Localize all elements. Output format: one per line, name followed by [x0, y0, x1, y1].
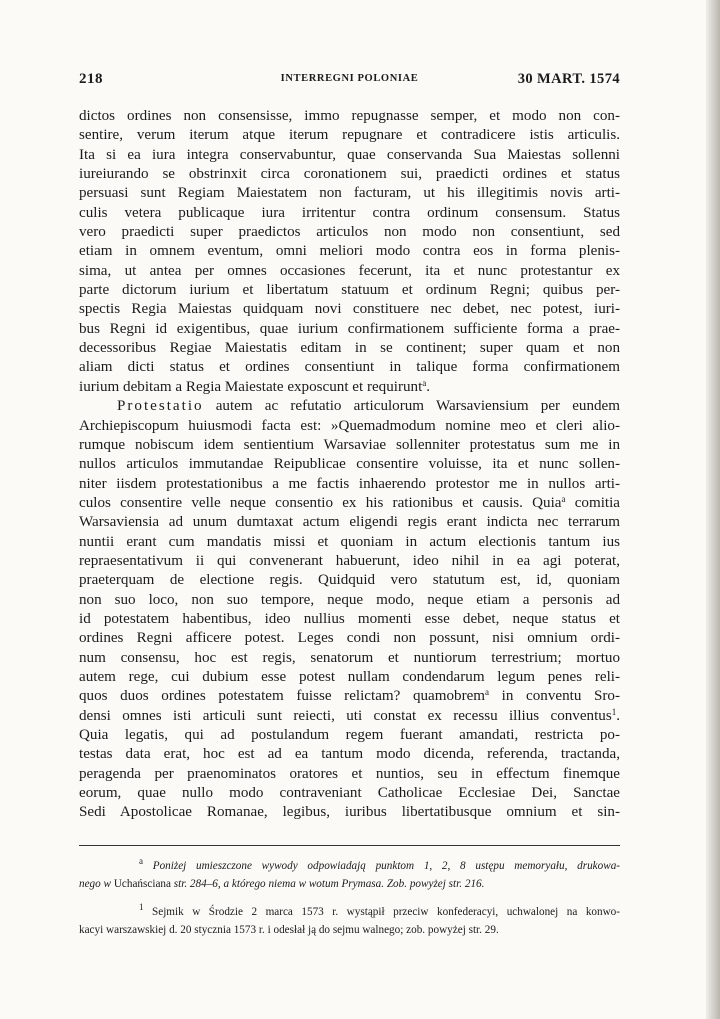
- text-line: Sedi Apostolicae Romanae, legibus, iuribus libertatibusque omnium et sin-: [79, 804, 620, 821]
- text-line: spectis Regia Maiestas quidquam novi constituere nec debet, nec potest, iuri-: [79, 301, 620, 318]
- text-line: autem rege, cui dubium esse potest nullam condendarum legum penes reli-: [79, 668, 620, 685]
- text-line: Ita si ea iura integra conservabuntur, quae conservanda Sua Maiestas sollenni: [79, 146, 620, 163]
- footnote-text: Sejmik w Środzie 2 marca 1573 r. wystąpił przeciw konfederacyi, uchwalonej na konwo-: [152, 906, 620, 918]
- footnote-mark: 1: [139, 903, 144, 912]
- text-line: nullos articulos immutandae Reipublicae consentire voluisse, ita et nunc sollen-: [79, 456, 620, 473]
- text-line: testas data erat, hoc est ad ea tantum modo dicenda, referenda, tractanda,: [79, 746, 620, 763]
- text-line: rumque nobiscum idem sentientium Warsaviae sollenniter protestatus sum me in: [79, 436, 620, 453]
- footnote-mark: a: [139, 857, 143, 866]
- text-line: sentire, verum iterum atque iterum repugnare et contradicere istis articulis.: [79, 127, 620, 144]
- page-number: 218: [79, 71, 103, 87]
- text-line: persuasi sunt Regiam Maiestatem non facturam, ut his illegitimis novis arti-: [79, 185, 620, 202]
- footnote-text: nego w: [79, 878, 114, 890]
- text-line: Quia legatis, qui ad postulandum regem fuerant amandati, restricta po-: [79, 727, 620, 743]
- main-text: [79, 107, 620, 823]
- text-span: quos duos ordines potestatem fuisse relictam? quamobrem: [79, 688, 486, 705]
- footnote-a-line: [79, 857, 620, 875]
- text-span: in conventu Sro-: [489, 688, 620, 705]
- text-span: densi omnes isti articuli sunt reiecti, uti constat ex recessu illius conventus: [79, 707, 612, 724]
- text-line: id potestatem habentibus, ideo nullius momenti esse debet, neque status et: [79, 610, 620, 627]
- text-line: vero praedicti super praedictos articulos non modo non consentiunt, sed: [79, 224, 620, 241]
- footnote-a-line: [79, 875, 620, 893]
- text-line: repraesentativum ii qui convenerant habuerunt, ideo nihil in ea agi poterat,: [79, 552, 620, 569]
- running-header: [79, 71, 620, 91]
- paragraph-1: [79, 107, 620, 397]
- running-title: INTERREGNI POLONIAE: [280, 73, 419, 84]
- text-line: [79, 687, 620, 706]
- footnote-ref: a: [485, 687, 490, 698]
- paragraph-protestatio: [79, 397, 620, 823]
- page-edge-shadow: [706, 0, 720, 1019]
- text-span: comitia: [565, 494, 620, 511]
- text-line: bus Regni id exigentibus, quae iurium confirmationem sufficiente forma a prae-: [79, 320, 620, 337]
- text-line: decessoribus Regiae Maiestatis editam in se continent; super quam et non: [79, 340, 620, 357]
- text-line: Warsaviensia ad unum dumtaxat actum eligendi regis erant indicta nec terrarum: [79, 514, 620, 531]
- footnote-separator: [79, 845, 620, 846]
- text-line: [79, 397, 620, 416]
- text-line: praeterquam de electione regis. Quidquid vero statutum est, id, quoniam: [79, 572, 620, 589]
- text-line: culis vetera publicaque iura irritentur contra ordinum consensum. Status: [79, 204, 620, 221]
- footnote-1-line: kacyi warszawskiej d. 20 stycznia 1573 r. i odesłał ją do sejmu walnego; zob. powyżej str. 29.: [79, 924, 499, 936]
- footnote-gap: [79, 893, 620, 903]
- header-date: 30 MART. 1574: [517, 71, 620, 87]
- text-span: iurium debitam a Regia Maiestate exposcunt et requirunt: [79, 378, 423, 395]
- text-span: culos consentire velle neque consentio ex his rationibus et causis. Quia: [79, 494, 562, 511]
- footnote-text: Uchańsciana: [113, 878, 171, 890]
- text-line: [79, 494, 620, 513]
- footnote-ref: a: [422, 377, 427, 388]
- footnote-text: Poniżej umieszczone wywody odpowiadają punktom 1, 2, 8 ustępu memoryału, drukowa-: [152, 860, 620, 872]
- text-line: parte dictorum iurium et libertatum statuum et ordinum Regni; quibus per-: [79, 282, 620, 299]
- text-line: dictos ordines non consensisse, immo repugnasse semper, et modo non con-: [79, 108, 620, 124]
- spaced-heading-word: Protestatio: [117, 398, 204, 415]
- text-line: nuntii erant cum mandatis missi et quoniam in actum electionis tantum ius: [79, 533, 620, 550]
- text-line: sima, ut antea per omnes occasiones fecerunt, ita et nunc protestantur ex: [79, 262, 620, 279]
- footnote-ref: a: [561, 493, 566, 504]
- text-line: iureiurando se obstrinxit circa coronationem sui, praedicti ordines et status: [79, 166, 620, 183]
- text-line: etiam in omnem eventum, omni meliori modo contra eos in forma plenis-: [79, 243, 620, 260]
- footnotes: [79, 857, 620, 939]
- text-line: eorum, quae nullo modo contraveniant Catholicae Ecclesiae Dei, Sanctae: [79, 785, 620, 802]
- text-line: Archiepiscopum huiusmodi facta est: »Quemadmodum nomine meo et cleri alio-: [79, 417, 620, 434]
- text-line: aliam dicti status et ordines consentiunt in talique forma confirmationem: [79, 359, 620, 376]
- text-line: peragenda per praenominatos oratores et nuntios, seu in effectum finemque: [79, 765, 620, 782]
- text-span: autem ac refutatio articulorum Warsaviensium per eundem: [203, 398, 620, 415]
- footnote-1-line: [79, 903, 620, 921]
- text-line: non suo loco, non suo tempore, neque modo, neque etiam a personis ad: [79, 591, 620, 608]
- text-line: ordines Regni afficere potest. Leges condi non possunt, nisi omnium ordi-: [79, 630, 620, 647]
- text-line: num consensu, hoc est regis, senatorum et nuntiorum terrestrium; mortuo: [79, 649, 620, 666]
- footnote-ref: 1: [611, 706, 617, 717]
- footnote-text: str. 284–6, a którego niema w wotum Prymasa. Zob. powyżej str. 216.: [170, 878, 485, 890]
- text-line: niter iisdem protestationibus a me factis inhaerendo protestor me in nullos arti-: [79, 475, 620, 492]
- text-line: densi omnes isti articuli sunt reiecti, uti constat ex recessu illius conventus$^1$.: [79, 706, 620, 724]
- text-line: iurium debitam a Regia Maiestate exposcunt et requirunt$^a$.: [79, 377, 431, 395]
